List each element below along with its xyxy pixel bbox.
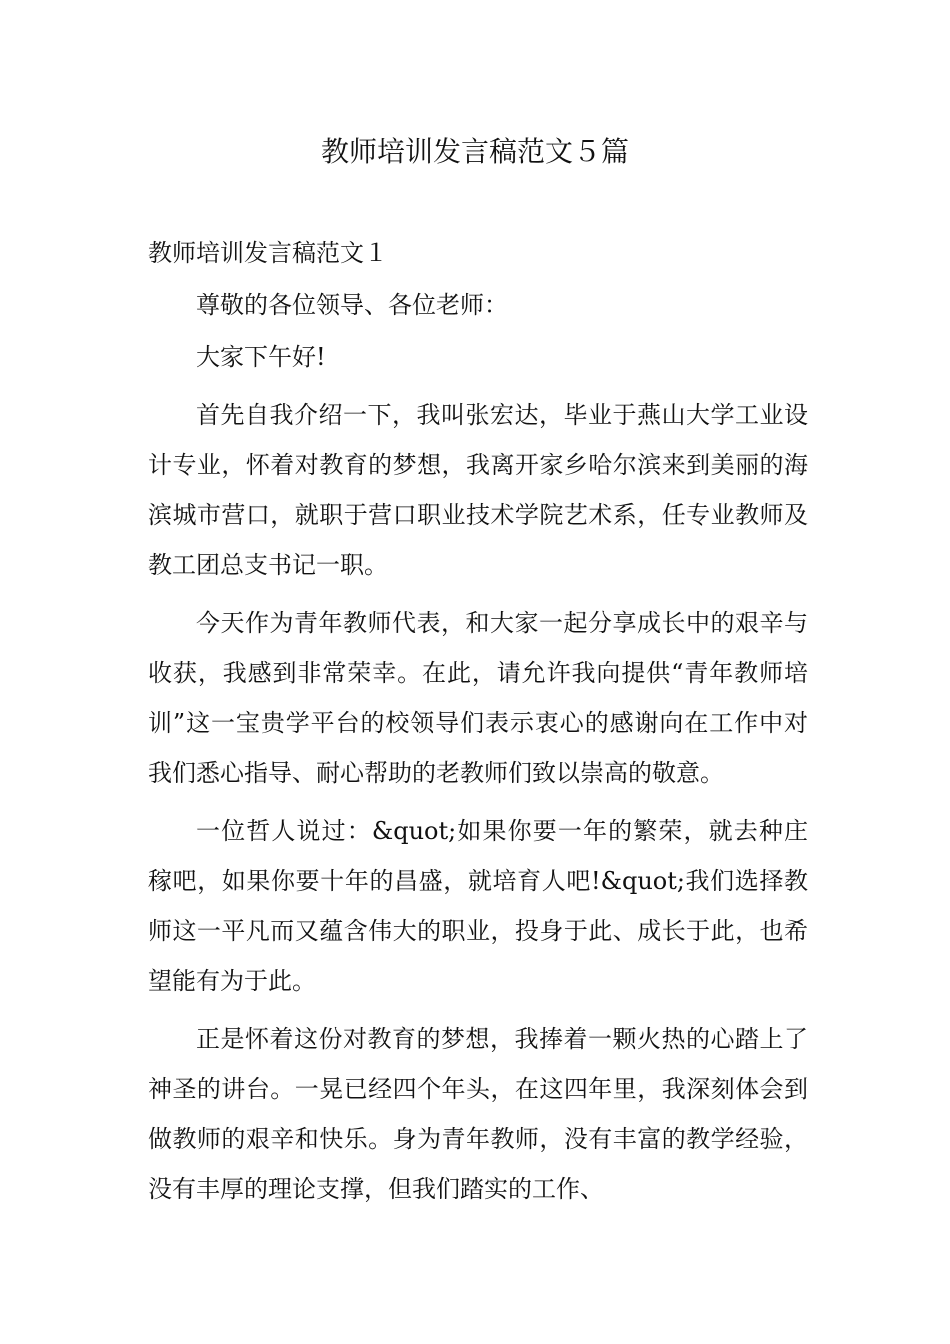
body-paragraph: 首先自我介绍一下，我叫张宏达，毕业于燕山大学工业设计专业，怀着对教育的梦想，我离开家乡哈尔滨来到美丽的海滨城市营口，就职于营口职业技术学院艺术系，任专业教师及教工团总支书记一职。: [148, 401, 808, 579]
body-paragraph: 一位哲人说过：&quot;如果你要一年的繁荣，就去种庄稼吧，如果你要十年的昌盛，就培育人吧!&quot;我们选择教师这一平凡而又蕴含伟大的职业，投身于此、成长于此，也希望能有为于此。: [148, 817, 808, 995]
salutation-paragraph: 尊敬的各位领导、各位老师：: [196, 291, 508, 319]
document-title: 教师培训发言稿范文５篇: [320, 135, 629, 168]
greeting-paragraph: 大家下午好!: [196, 343, 326, 371]
document-body: [148, 228, 808, 1214]
body-paragraph: 正是怀着这份对教育的梦想，我捧着一颗火热的心踏上了神圣的讲台。一晃已经四个年头，在这四年里，我深刻体会到做教师的艰辛和快乐。身为青年教师，没有丰富的教学经验，没有丰厚的理论支撑，但我们踏实的工作、: [148, 1025, 808, 1203]
section-heading: 教师培训发言稿范文１: [148, 239, 388, 267]
body-paragraph: 今天作为青年教师代表，和大家一起分享成长中的艰辛与收获，我感到非常荣幸。在此，请允许我向提供“青年教师培训”这一宝贵学平台的校领导们表示衷心的感谢向在工作中对我们悉心指导、耐心帮助的老教师们致以崇高的敬意。: [148, 609, 808, 787]
